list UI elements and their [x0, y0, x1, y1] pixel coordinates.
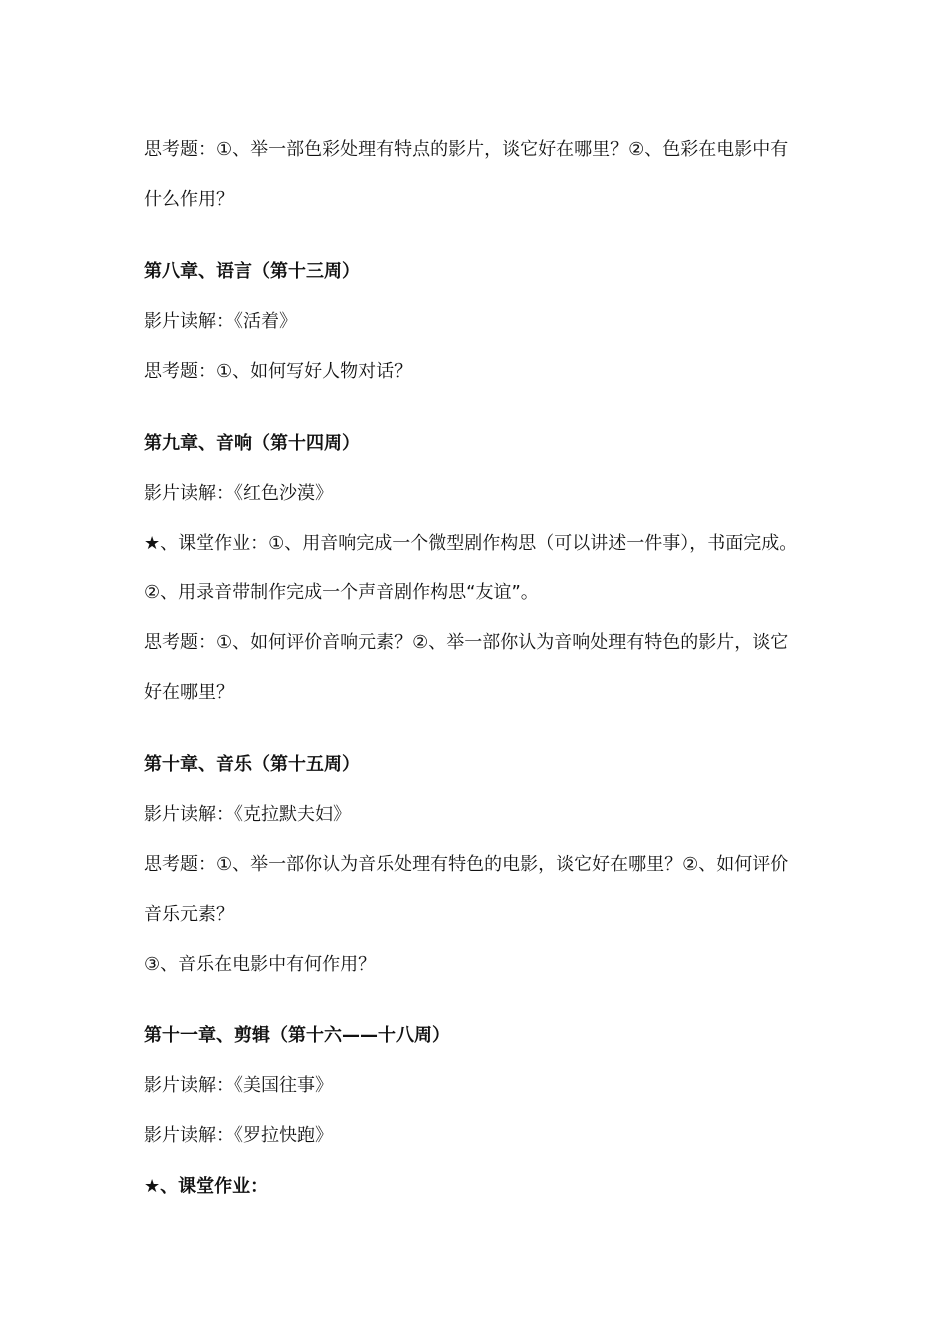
chapter7-question-line2: 什么作用？ — [144, 189, 234, 210]
chapter8-question: 思考题：①、如何写好人物对话？ — [144, 361, 413, 382]
chapter11-assignment-heading: ★、课堂作业： — [144, 1176, 269, 1197]
chapter11-film-reading-2: 影片读解：《罗拉快跑》 — [144, 1125, 333, 1146]
chapter7-question-line1: 思考题：①、举一部色彩处理有特点的影片，谈它好在哪里？②、色彩在电影中有 — [144, 139, 789, 160]
chapter8-heading: 第八章、语言（第十三周） — [144, 261, 360, 282]
chapter10-question-line1: 思考题：①、举一部你认为音乐处理有特色的电影，谈它好在哪里？②、如何评价 — [144, 854, 789, 875]
chapter10-question-line2: 音乐元素？ — [144, 904, 234, 925]
chapter9-film-reading: 影片读解：《红色沙漠》 — [144, 483, 333, 504]
chapter11-heading: 第十一章、剪辑（第十六——十八周） — [144, 1025, 450, 1046]
chapter10-heading: 第十章、音乐（第十五周） — [144, 754, 360, 775]
chapter9-question-line1: 思考题：①、如何评价音响元素？②、举一部你认为音响处理有特色的影片，谈它 — [144, 632, 789, 653]
chapter11-film-reading-1: 影片读解：《美国往事》 — [144, 1075, 333, 1096]
chapter9-heading: 第九章、音响（第十四周） — [144, 433, 360, 454]
chapter10-film-reading: 影片读解：《克拉默夫妇》 — [144, 804, 351, 825]
chapter9-assignment-line2: ②、用录音带制作完成一个声音剧作构思“友谊”。 — [144, 582, 539, 603]
chapter8-film-reading: 影片读解：《活着》 — [144, 311, 297, 332]
chapter9-question-line2: 好在哪里？ — [144, 682, 234, 703]
chapter9-assignment-line1: ★、课堂作业：①、用音响完成一个微型剧作构思（可以讲述一件事），书面完成。 — [144, 533, 798, 554]
chapter10-question-line3: ③、音乐在电影中有何作用？ — [144, 954, 377, 975]
